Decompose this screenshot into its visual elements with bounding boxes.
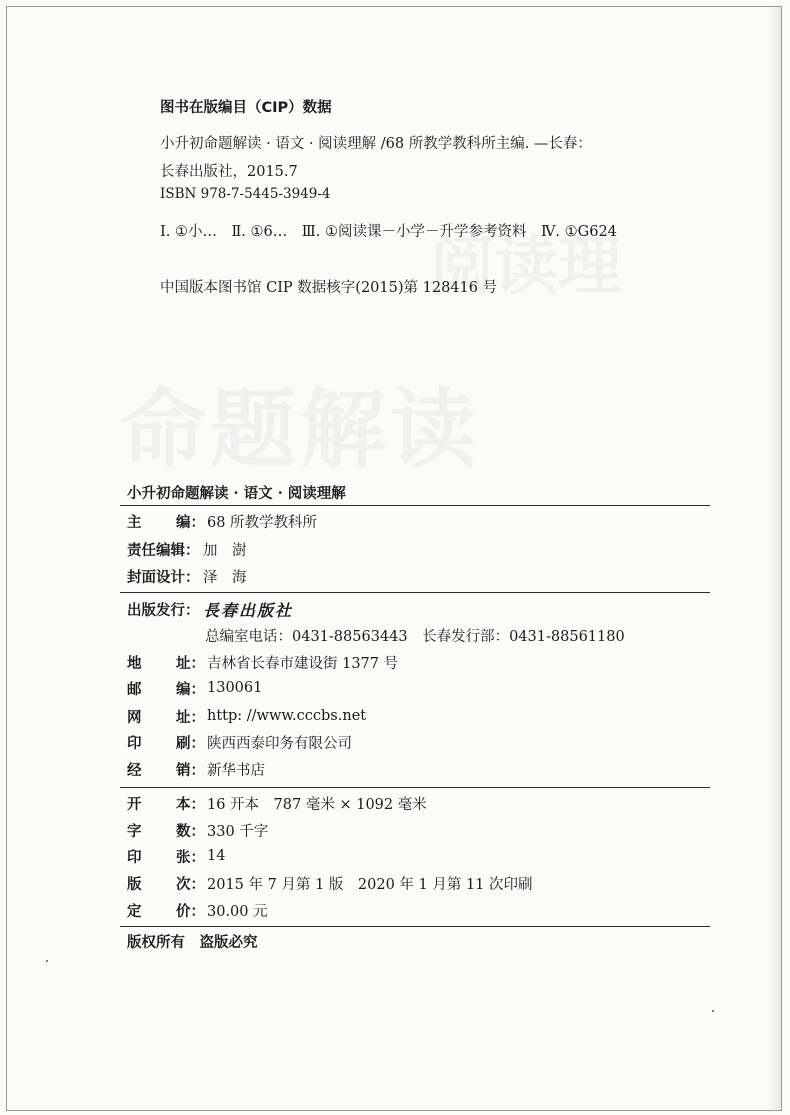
label-char: 印 (127, 735, 142, 752)
spec-words (127, 819, 268, 841)
label-char: 地 (127, 655, 142, 672)
spec-edition (127, 872, 533, 894)
label-char: 刷： (176, 735, 205, 752)
credit-cover-design (127, 565, 247, 587)
spec-label (127, 873, 205, 894)
isbn: ISBN 978-7-5445-3949-4 (160, 186, 331, 202)
label-char: 址： (176, 709, 205, 726)
printer (127, 731, 352, 753)
label-char: 版 (127, 876, 142, 893)
spec-value: 16 开本 787 毫米 × 1092 毫米 (207, 796, 427, 813)
book-title: 小升初命题解读 · 语文 · 阅读理解 (127, 485, 346, 502)
credit-value: 68 所教学教科所 (207, 514, 318, 531)
publisher-address (127, 651, 398, 673)
label-char: 张： (176, 849, 205, 866)
spec-value: 2015 年 7 月第 1 版 2020 年 1 月第 11 次印刷 (207, 876, 533, 893)
label-char: 主 (127, 514, 142, 531)
divider (120, 787, 710, 788)
scan-border-right (781, 6, 782, 1111)
scan-speck (46, 960, 48, 962)
rights-notice: 版权所有 盗版必究 (127, 934, 258, 951)
credit-label: 封面设计： (127, 569, 200, 586)
info-value: 新华书店 (207, 762, 265, 779)
spec-label (127, 820, 205, 841)
label-char: 价： (176, 903, 205, 920)
publisher-website (127, 705, 366, 727)
info-label (127, 678, 205, 699)
label-char: 销： (176, 762, 205, 779)
info-value: http: //www.cccbs.net (207, 708, 367, 724)
label-char: 址： (176, 655, 205, 672)
spec-label (127, 793, 205, 814)
distributor (127, 758, 265, 780)
label-char: 经 (127, 762, 142, 779)
label-char: 邮 (127, 681, 142, 698)
label-char: 本： (176, 796, 205, 813)
spec-value: 30.00 元 (207, 903, 268, 920)
publisher-phones: 总编室电话：0431-88563443 长春发行部：0431-88561180 (205, 628, 625, 645)
cip-classification: Ⅰ. ①小… Ⅱ. ①6… Ⅲ. ①阅读课－小学－升学参考资料 Ⅳ. ①G624 (160, 224, 617, 240)
cip-entry-line2: 长春出版社，2015.7 (160, 164, 298, 180)
bleed-through-text (120, 360, 480, 484)
spec-price (127, 899, 268, 921)
divider (120, 505, 710, 506)
spec-label (127, 900, 205, 921)
scan-border-left (6, 6, 7, 1111)
spec-sheets (127, 845, 225, 867)
cip-entry-line1: 小升初命题解读 · 语文 · 阅读理解 /68 所教学教科所主编. —长春： (160, 136, 592, 152)
info-value: 130061 (207, 680, 263, 696)
info-label (127, 732, 205, 753)
credit-label: 责任编辑： (127, 542, 200, 559)
publisher-label: 出版发行： (127, 602, 200, 619)
publisher-row (127, 598, 293, 620)
info-label (127, 759, 205, 780)
scan-speck (712, 1010, 714, 1012)
info-label (127, 652, 205, 673)
label-char: 网 (127, 709, 142, 726)
info-value: 吉林省长春市建设街 1377 号 (207, 655, 399, 672)
spec-value: 14 (207, 848, 226, 864)
label-char: 编： (176, 681, 205, 698)
credit-value: 加 澍 (203, 542, 247, 559)
scan-border-bottom (6, 1110, 782, 1111)
label-char: 编： (176, 514, 205, 531)
publisher-postcode (127, 677, 262, 699)
cip-record-number: 中国版本图书馆 CIP 数据核字(2015)第 128416 号 (160, 280, 498, 296)
spec-label (127, 846, 205, 867)
label-char: 数： (176, 823, 205, 840)
page-edge-shadow (767, 7, 781, 1110)
label-char: 定 (127, 903, 142, 920)
publisher-logo-name: 長春出版社 (203, 600, 294, 620)
label-char: 印 (127, 849, 142, 866)
info-value: 陕西西泰印务有限公司 (207, 735, 352, 752)
scan-border-top (6, 6, 782, 7)
label-char: 次： (176, 876, 205, 893)
spec-value: 330 千字 (207, 823, 269, 840)
credit-value: 泽 海 (203, 569, 247, 586)
info-label (127, 706, 205, 727)
cip-heading: 图书在版编目（CIP）数据 (160, 100, 332, 116)
credit-editor (127, 510, 317, 532)
divider (120, 926, 710, 927)
credit-responsible-editor (127, 538, 247, 560)
spec-format (127, 792, 427, 814)
divider (120, 592, 710, 593)
label-char: 字 (127, 823, 142, 840)
credit-label (127, 511, 205, 532)
label-char: 开 (127, 796, 142, 813)
